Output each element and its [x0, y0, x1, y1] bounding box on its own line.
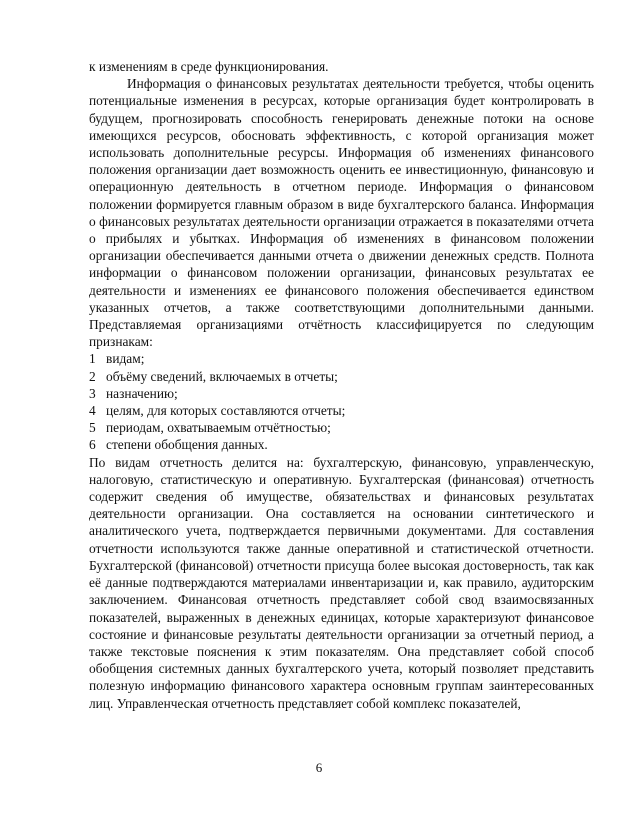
- list-item: [89, 436, 594, 453]
- list-item: [89, 385, 594, 402]
- classification-list: [89, 350, 594, 453]
- list-item-number: 2: [89, 368, 96, 384]
- list-item: [89, 368, 594, 385]
- list-item-text: периодам, охватываемым отчётностью;: [106, 420, 331, 436]
- list-item-number: 3: [89, 385, 96, 401]
- list-item: [89, 350, 594, 367]
- list-item: [89, 419, 594, 436]
- list-item-text: назначению;: [106, 385, 178, 401]
- list-item: [89, 402, 594, 419]
- list-item-text: степени обобщения данных.: [106, 437, 268, 453]
- list-item-number: 5: [89, 420, 96, 436]
- intro-line: к изменениям в среде функционирования.: [89, 59, 329, 74]
- list-item-text: целям, для которых составляются отчеты;: [106, 403, 346, 419]
- list-item-number: 4: [89, 403, 96, 419]
- list-item-text: объёму сведений, включаемых в отчеты;: [106, 368, 338, 384]
- document-body: [89, 58, 594, 712]
- list-item-number: 1: [89, 351, 96, 367]
- paragraph-financial-information: Информация о финансовых результатах деятельности требуется, чтобы оценить потенциальные изменения в ресурсах, которые организация будет контролировать в будущем, прогнозировать способность генерировать денежные потоки на основе имеющихся ресурсов, обосновать эффективность, с которой организация может использовать дополнительные ресурсы. Информация об изменениях финансового положения организации дает возможность оценить ее инвестиционную, финансовую и операционную деятельность в отчетном периоде. Информация о финансовом положении формируется главным образом в виде бухгалтерского баланса. Информация о финансовых результатах деятельности организации отражается в показателями отчета о прибылях и убытках. Информация об изменениях в финансовом положении организации обеспечивается данными отчета о движении денежных средств. Полнота информации о финансовом положении организации, финансовых результатах ее деятельности и изменениях ее финансового положения обеспечивается единством указанных отчетов, а также соответствующими дополнительными данными. Представляемая организациями отчётность классифицируется по следующим признакам:: [89, 76, 594, 350]
- page-number: 6: [315, 760, 323, 775]
- paragraph-report-types: По видам отчетность делится на: бухгалтерскую, финансовую, управленческую, налоговую, статистическую и оперативную. Бухгалтерская (финансовая) отчетность содержит сведения об имуществе, обязательствах и финансовых результатах деятельности организации. Она составляется на основании синтетического и аналитического учета, подтверждается первичными документами. Для составления отчетности используются также данные оперативной и статистической отчетности. Бухгалтерской (финансовой) отчетности присуща более высокая достоверность, так как её данные подтверждаются материалами инвентаризации и, как правило, аудиторским заключением. Финансовая отчетность представляет собой свод взаимосвязанных показателей, выраженных в денежных единицах, которые характеризуют финансовое состояние и финансовые результаты деятельности организации за отчетный период, а также текстовые пояснения к этим показателям. Она представляет собой способ обобщения системных данных бухгалтерского учета, который позволяет представить полезную информацию финансового характера основным группам заинтересованных лиц. Управленческая отчетность представляет собой комплекс показателей,: [89, 454, 594, 711]
- list-item-text: видам;: [106, 351, 145, 367]
- list-item-number: 6: [89, 437, 96, 453]
